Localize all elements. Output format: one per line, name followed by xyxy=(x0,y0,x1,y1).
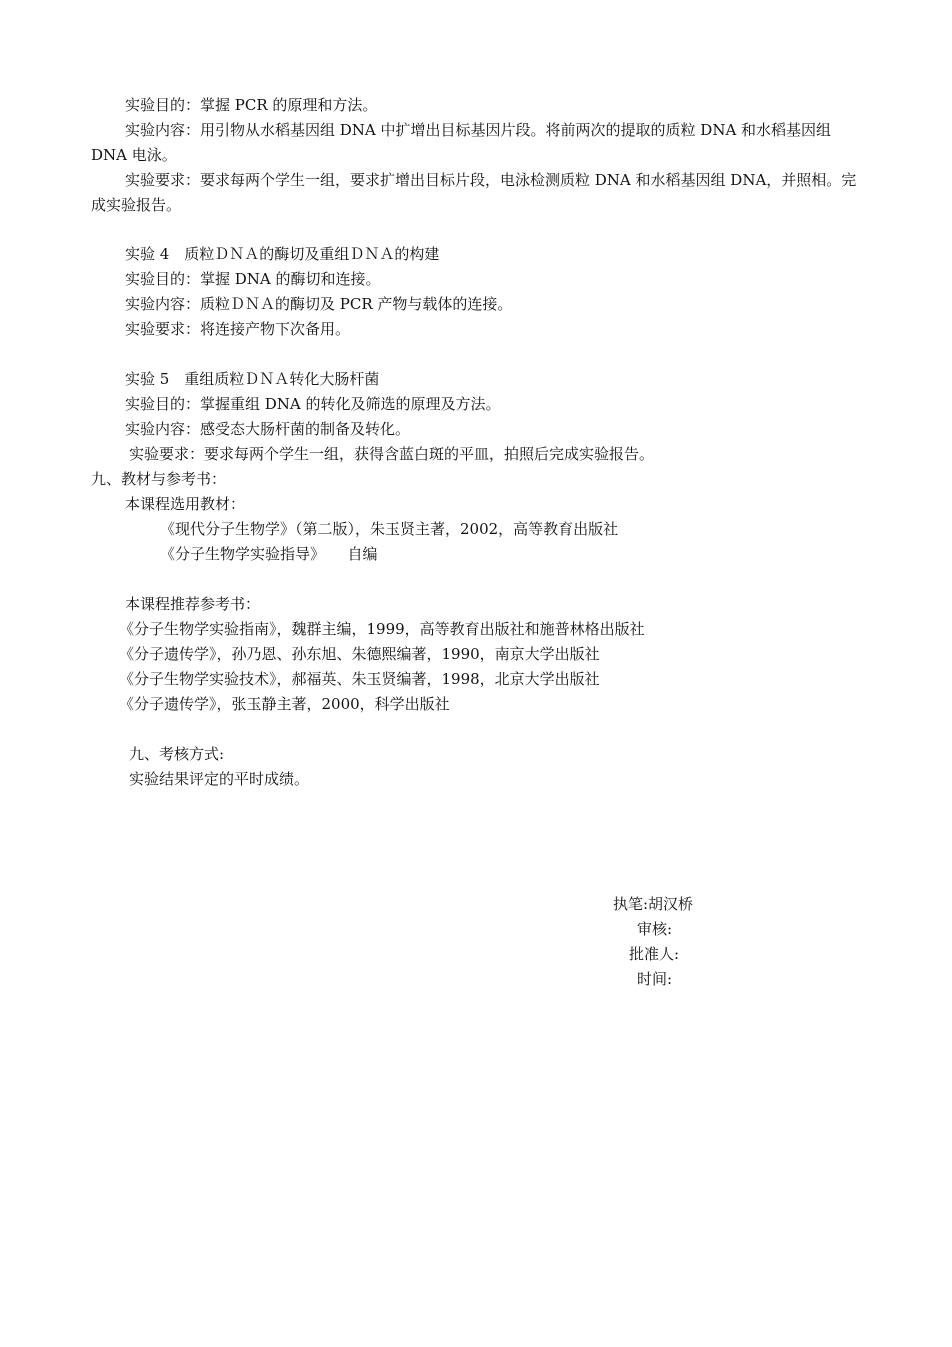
exp3-requirement: 实验要求：要求每两个学生一组，要求扩增出目标片段，电泳检测质粒 DNA 和水稻基因组 DNA，并照相。完成实验报告。 xyxy=(91,171,857,214)
signature-date: 时间: xyxy=(637,970,673,988)
signature-author: 执笔:胡汉桥 xyxy=(613,895,694,913)
recommended-book-item: 《分子生物学实验技术》，郝福英、朱玉贤编著，1998，北京大学出版社 xyxy=(119,670,600,688)
recommended-book-item: 《分子遗传学》，孙乃恩、孙东旭、朱德熙编著，1990，南京大学出版社 xyxy=(119,645,600,663)
signature-approver: 批准人: xyxy=(629,945,680,963)
exp5-title: 实验 5 重组质粒ＤＮＡ转化大肠杆菌 xyxy=(125,370,380,388)
selected-textbook-item: 《现代分子生物学》（第二版），朱玉贤主著，2002，高等教育出版社 xyxy=(160,520,619,538)
assessment-text: 实验结果评定的平时成绩。 xyxy=(129,770,310,788)
exp5-requirement: 实验要求：要求每两个学生一组，获得含蓝白斑的平皿，拍照后完成实验报告。 xyxy=(129,445,655,463)
exp4-title: 实验 4 质粒ＤＮＡ的酶切及重组ＤＮＡ的构建 xyxy=(125,245,440,263)
recommended-book-item: 《分子遗传学》，张玉静主著，2000，科学出版社 xyxy=(119,695,450,713)
selected-textbooks-label: 本课程选用教材： xyxy=(125,495,246,513)
signature-review: 审核: xyxy=(637,920,673,938)
recommended-book-item: 《分子生物学实验指南》，魏群主编，1999，高等教育出版社和施普林格出版社 xyxy=(119,620,645,638)
recommended-books-label: 本课程推荐参考书： xyxy=(125,595,261,613)
exp5-content: 实验内容：感受态大肠杆菌的制备及转化。 xyxy=(125,420,411,438)
exp3-purpose: 实验目的：掌握 PCR 的原理和方法。 xyxy=(125,96,378,114)
assessment-heading: 九、考核方式: xyxy=(129,745,225,763)
exp3-content: 实验内容：用引物从水稻基因组 DNA 中扩增出目标基因片段。将前两次的提取的质粒 DNA 和水稻基因组 DNA 电泳。 xyxy=(91,121,832,164)
selected-textbook-item: 《分子生物学实验指导》 自编 xyxy=(160,545,378,563)
textbooks-heading: 九、教材与参考书： xyxy=(91,470,227,488)
exp4-requirement: 实验要求：将连接产物下次备用。 xyxy=(125,320,351,338)
exp4-content: 实验内容：质粒ＤＮＡ的酶切及 PCR 产物与载体的连接。 xyxy=(125,295,513,313)
exp5-purpose: 实验目的：掌握重组 DNA 的转化及筛选的原理及方法。 xyxy=(125,395,501,413)
exp4-purpose: 实验目的：掌握 DNA 的酶切和连接。 xyxy=(125,270,381,288)
